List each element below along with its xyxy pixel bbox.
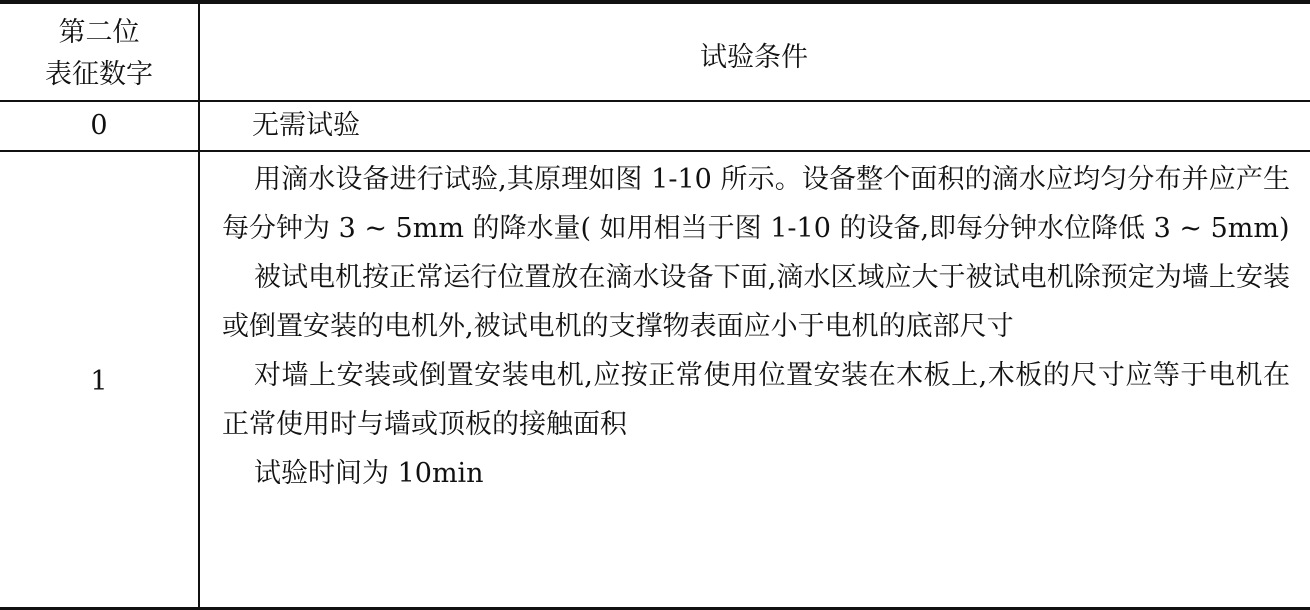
condition-paragraph-1: 用滴水设备进行试验,其原理如图 1-10 所示。设备整个面积的滴水应均匀分布并应产生每分钟为 3 ~ 5mm 的降水量( 如用相当于图 1-10 的设备,即每分钟水位降低 3 ~ 5mm): [222, 164, 1290, 244]
header-condition-label: 试验条件: [700, 41, 808, 73]
table-top-border: [0, 0, 1310, 4]
row-0-condition: 无需试验: [252, 110, 360, 141]
header-digit-column: [0, 6, 198, 102]
row-1-digit: [0, 152, 198, 610]
condition-paragraph-3: 对墙上安装或倒置安装电机,应按正常使用位置安装在木板上,木板的尺寸应等于电机在正常使用时与墙或顶板的接触面积: [222, 360, 1290, 440]
row-1-digit-value: 1: [90, 365, 108, 397]
row-0-digit: 0: [90, 110, 108, 141]
condition-paragraph-4: 试验时间为 10min: [254, 458, 484, 489]
header-digit-line1: 第二位: [58, 17, 140, 48]
row-1-condition: [200, 155, 1308, 498]
condition-paragraph-2: 被试电机按正常运行位置放在滴水设备下面,滴水区域应大于被试电机除预定为墙上安装或倒置安装的电机外,被试电机的支撑物表面应小于电机的底部尺寸: [222, 262, 1290, 342]
header-condition-column: [200, 6, 1308, 102]
header-digit-line2: 表征数字: [45, 59, 153, 90]
